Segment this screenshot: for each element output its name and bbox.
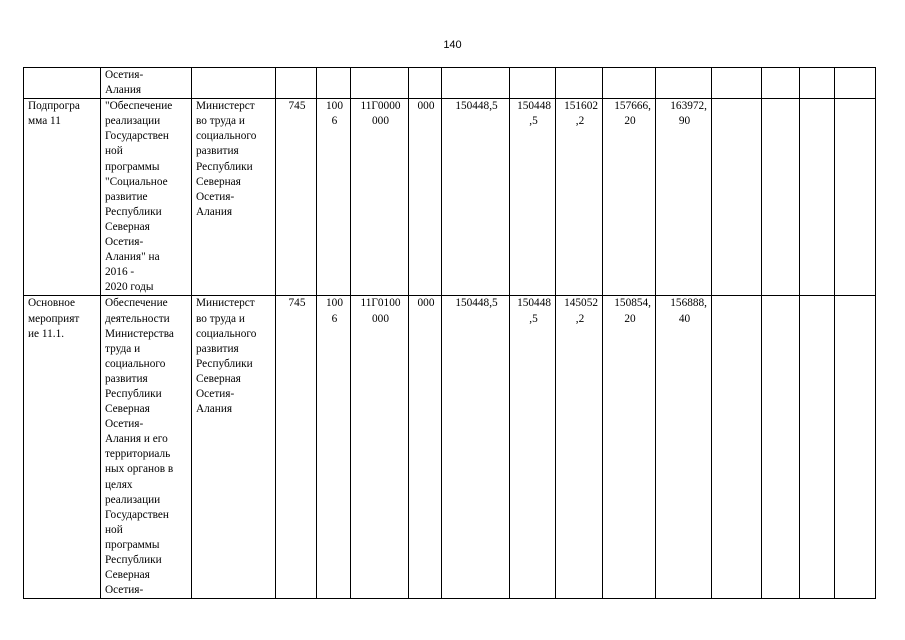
cell-label: Основное мероприят ие 11.1. [24,296,101,599]
cell-csr: 11Г0100 000 [351,296,409,599]
cell-empty-4 [835,68,876,99]
cell-csr: 11Г0000 000 [351,99,409,296]
cell-year-4 [603,296,656,599]
cell-rzpr [317,68,351,99]
cell-rzpr: 100 6 [317,296,351,599]
cell-name: Осетия- Алания [101,68,192,99]
cell-year-1 [442,68,510,99]
cell-empty-1 [712,99,762,296]
cell-name: "Обеспечение реализации Государствен ной программы "Социальное развитие Республики Северная Осетия- Алания" на 2016 - 2020 годы [101,99,192,296]
cell-name: Обеспечение деятельности Министерства труда и социального развития Республики Северная Осетия- Алания и его территориаль ных органов в целях реализации Государствен ной программы Республики Северная Осетия- [101,296,192,599]
page-number: 140 [443,39,462,51]
value-trail: ,5 [529,312,538,325]
cell-empty-4 [835,99,876,296]
cell-executor [192,68,276,99]
value-trail: 20 [624,312,636,325]
cell-vr: 000 [409,296,442,599]
cell-executor: Министерст во труда и социального развития Республики Северная Осетия- Алания [192,99,276,296]
cell-year-2 [510,99,556,296]
cell-label [24,68,101,99]
cell-year-1: 150448,5 [442,99,510,296]
value-lead: 156888, [670,297,707,310]
value-lead: 163972, [670,100,707,113]
value-lead: 157666, [614,100,651,113]
cell-empty-3 [800,296,835,599]
cell-empty-1 [712,68,762,99]
table-row-main-activity [24,296,876,599]
cell-year-1: 150448,5 [442,296,510,599]
value-lead: 151602 [564,100,598,113]
cell-year-5 [656,99,712,296]
value-trail: 90 [678,115,691,128]
cell-year-4 [603,99,656,296]
cell-grbs: 745 [276,296,317,599]
budget-table [23,67,876,599]
cell-empty-3 [800,99,835,296]
cell-empty-2 [762,296,800,599]
cell-empty-4 [835,296,876,599]
cell-vr: 000 [409,99,442,296]
cell-empty-2 [762,68,800,99]
cell-year-3 [556,99,603,296]
table-row-subprogram [24,99,876,296]
cell-year-3 [556,296,603,599]
cell-year-2 [510,68,556,99]
cell-vr [409,68,442,99]
cell-year-3 [556,68,603,99]
cell-grbs [276,68,317,99]
cell-grbs: 745 [276,99,317,296]
value-trail: ,5 [529,115,538,128]
value-lead: 150448 [517,100,551,113]
cell-csr [351,68,409,99]
cell-label: Подпрогра мма 11 [24,99,101,296]
cell-year-5 [656,68,712,99]
cell-empty-3 [800,68,835,99]
value-trail: ,2 [575,312,585,325]
value-lead: 150448 [517,297,551,310]
cell-year-5 [656,296,712,599]
table-row-continuation [24,68,876,99]
cell-year-2 [510,296,556,599]
cell-year-4 [603,68,656,99]
cell-empty-2 [762,99,800,296]
value-lead: 145052 [564,297,598,310]
cell-rzpr: 100 6 [317,99,351,296]
value-trail: 20 [624,115,636,128]
value-lead: 150854, [614,297,651,310]
cell-empty-1 [712,296,762,599]
value-trail: ,2 [575,115,585,128]
cell-executor: Министерст во труда и социального развития Республики Северная Осетия- Алания [192,296,276,599]
value-trail: 40 [678,312,691,325]
